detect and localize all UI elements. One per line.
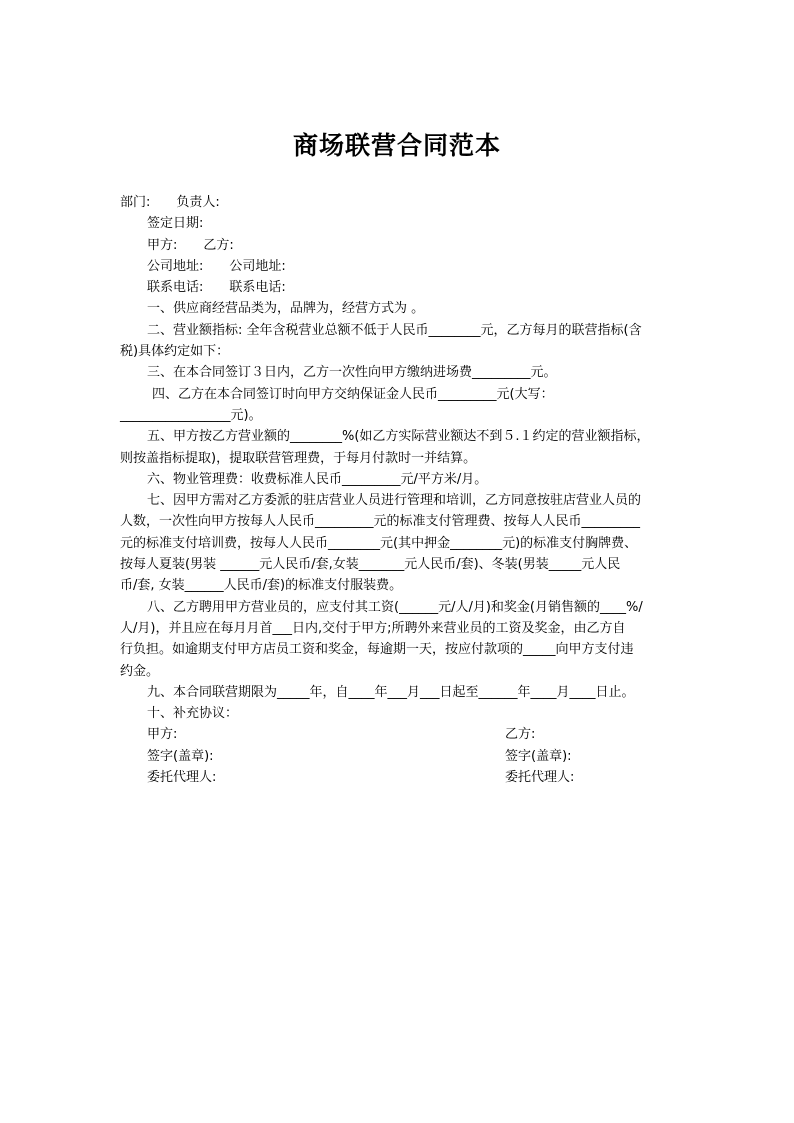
document-title: 商场联营合同范本 bbox=[292, 131, 501, 160]
party-a-agent-label: 委托代理人: bbox=[147, 770, 217, 786]
clause-3: 三、在本合同签订３日内，乙方一次性向甲方缴纳进场费_________元。 bbox=[147, 365, 557, 381]
clause-5-line-1: 五、甲方按乙方营业额的________%(如乙方实际营业额达不到５.１约定的营业额指标， bbox=[147, 429, 650, 445]
signature-row-seal bbox=[120, 746, 690, 767]
clause-7-line-5: 币/套, 女装______人民币/套)的标准支付服装费。 bbox=[120, 578, 403, 594]
party-a-seal-label: 签字(盖章): bbox=[147, 748, 214, 764]
party-a-label: 甲方: bbox=[147, 727, 178, 743]
address-line: 公司地址: 公司地址: bbox=[147, 258, 286, 274]
clause-8-line-4: 约金。 bbox=[120, 663, 160, 679]
clause-2-line-2: 税)具体约定如下： bbox=[120, 344, 230, 360]
clause-4-line-2: _________________元)。 bbox=[120, 407, 262, 423]
clause-2-line-1: 二、营业额指标: 全年含税营业总额不低于人民币________元，乙方每月的联营指标(含 bbox=[147, 322, 642, 338]
clause-5-line-2: 则按盖指标提取)，提取联营管理费，于每月付款时一并结算。 bbox=[120, 450, 477, 466]
clause-10: 十、补充协议： bbox=[147, 706, 239, 722]
clause-7-line-1: 七、因甲方需对乙方委派的驻店营业人员进行管理和培训，乙方同意按驻店营业人员的 bbox=[147, 493, 642, 509]
clause-7-line-2: 人数，一次性向甲方按每人人民币_________元的标准支付管理费、按每人人民币_________ bbox=[120, 514, 641, 530]
clause-6: 六、物业管理费：收费标准人民币_________元/平方米/月。 bbox=[147, 471, 488, 487]
clause-4-line-1: 四、乙方在本合同签订时向甲方交纳保证金人民币_________元(大写： bbox=[152, 386, 554, 402]
clause-1: 一、供应商经营品类为，品牌为，经营方式为 。 bbox=[147, 301, 425, 317]
clause-8-line-1: 八、乙方聘用甲方营业员的，应支付其工资(______元/人/月)和奖金(月销售额的____%/ bbox=[147, 599, 643, 615]
party-b-label: 乙方: bbox=[505, 727, 536, 743]
phone-line: 联系电话: 联系电话: bbox=[147, 280, 286, 296]
clause-7-line-3: 元的标准支付培训费，按每人人民币________元(其中押金________元)的标准支付胸牌费、 bbox=[120, 535, 638, 551]
signature-row-party bbox=[120, 724, 690, 745]
contract-body bbox=[120, 192, 690, 788]
clause-7-line-4: 按每人夏装(男装 ______元人民币/套,女装_______元人民币/套)、冬装(男装_____元人民 bbox=[120, 557, 621, 573]
department-line: 部门: 负责人: bbox=[120, 195, 220, 210]
clause-8-line-3: 行负担。如逾期支付甲方店员工资和奖金，每逾期一天，按应付款项的_____向甲方支付违 bbox=[120, 642, 634, 658]
clause-9: 九、本合同联营期限为_____年，自____年___月___日起至______年____月____日止。 bbox=[147, 684, 635, 700]
sign-date-line: 签定日期: bbox=[147, 216, 204, 232]
clause-8-line-2: 人/月)，并且应在每月月首___日内,交付于甲方;所聘外来营业员的工资及奖金，由乙方自 bbox=[120, 620, 626, 636]
party-b-agent-label: 委托代理人: bbox=[505, 770, 575, 786]
signature-row-agent bbox=[120, 767, 690, 788]
party-b-seal-label: 签字(盖章): bbox=[505, 748, 572, 764]
parties-line: 甲方: 乙方: bbox=[147, 237, 234, 253]
